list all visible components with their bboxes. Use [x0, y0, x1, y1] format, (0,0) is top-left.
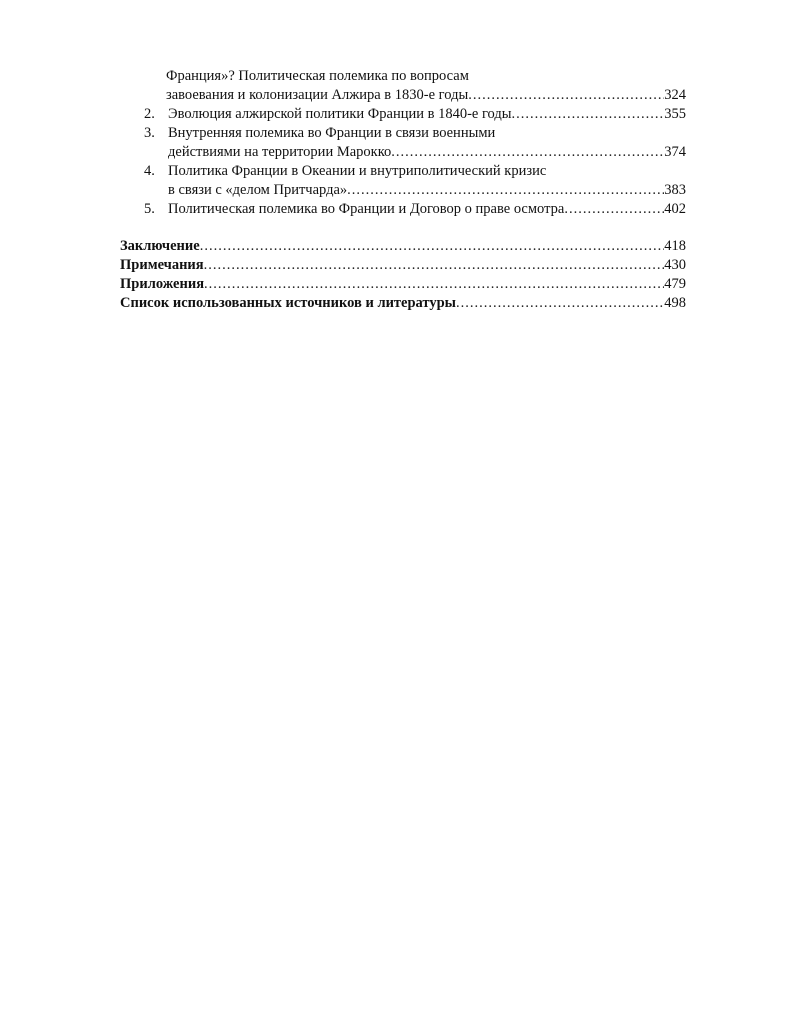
toc-section-title: Список использованных источников и литературы — [120, 295, 456, 311]
toc-section-conclusion[interactable] — [120, 237, 686, 256]
dot-leader — [564, 200, 664, 219]
toc-entry-number: 2. — [144, 106, 155, 122]
toc-entry-title: Внутренняя полемика во Франции в связи военными — [168, 125, 496, 141]
toc-entry-3-line2[interactable] — [168, 143, 686, 162]
toc-page-number: 498 — [664, 295, 686, 311]
toc-entry-title: Эволюция алжирской политики Франции в 1840-е годы — [168, 106, 512, 122]
toc-page-number: 402 — [664, 201, 686, 217]
dot-leader — [512, 105, 665, 124]
toc-entry-title: действиями на территории Марокко — [168, 144, 392, 160]
dot-leader — [468, 86, 664, 105]
toc-entry-title: Франция»? Политическая полемика по вопросам — [166, 68, 469, 84]
toc-entry-title: в связи с «делом Притчарда» — [168, 182, 348, 198]
toc-entry-number: 5. — [144, 201, 155, 217]
toc-entry-title: Политика Франции в Океании и внутриполитический кризис — [168, 163, 547, 179]
toc-page-number: 430 — [664, 257, 686, 273]
dot-leader — [391, 143, 664, 162]
toc-section-title: Заключение — [120, 238, 200, 254]
toc-page-number: 374 — [664, 144, 686, 160]
toc-entry-1-line1 — [166, 67, 686, 86]
toc-entry-number: 4. — [144, 163, 155, 179]
toc-entry-title: завоевания и колонизации Алжира в 1830-е годы — [166, 87, 469, 103]
toc-entry-title: Политическая полемика во Франции и Договор о праве осмотра — [168, 201, 565, 217]
toc-section-appendices[interactable] — [120, 275, 686, 294]
dot-leader — [200, 237, 665, 256]
toc-entry-4-line1 — [144, 162, 686, 181]
dot-leader — [204, 256, 665, 275]
toc-entry-1-line2[interactable] — [166, 86, 686, 105]
toc-page-number: 479 — [664, 276, 686, 292]
dot-leader — [456, 294, 664, 313]
toc-entry-3-line1 — [144, 124, 686, 143]
dot-leader — [204, 275, 664, 294]
toc-section-title: Примечания — [120, 257, 204, 273]
toc-page-number: 418 — [664, 238, 686, 254]
toc-page-number: 355 — [664, 106, 686, 122]
toc-page-number: 324 — [664, 87, 686, 103]
toc-section-title: Приложения — [120, 276, 205, 292]
dot-leader — [347, 181, 664, 200]
toc-entry-number: 3. — [144, 125, 155, 141]
toc-page-number: 383 — [664, 182, 686, 198]
toc-entry-5[interactable] — [144, 200, 686, 219]
toc-section-notes[interactable] — [120, 256, 686, 275]
toc-entry-4-line2[interactable] — [168, 181, 686, 200]
toc-entry-2[interactable] — [144, 105, 686, 124]
toc-section-bibliography[interactable] — [120, 294, 686, 313]
